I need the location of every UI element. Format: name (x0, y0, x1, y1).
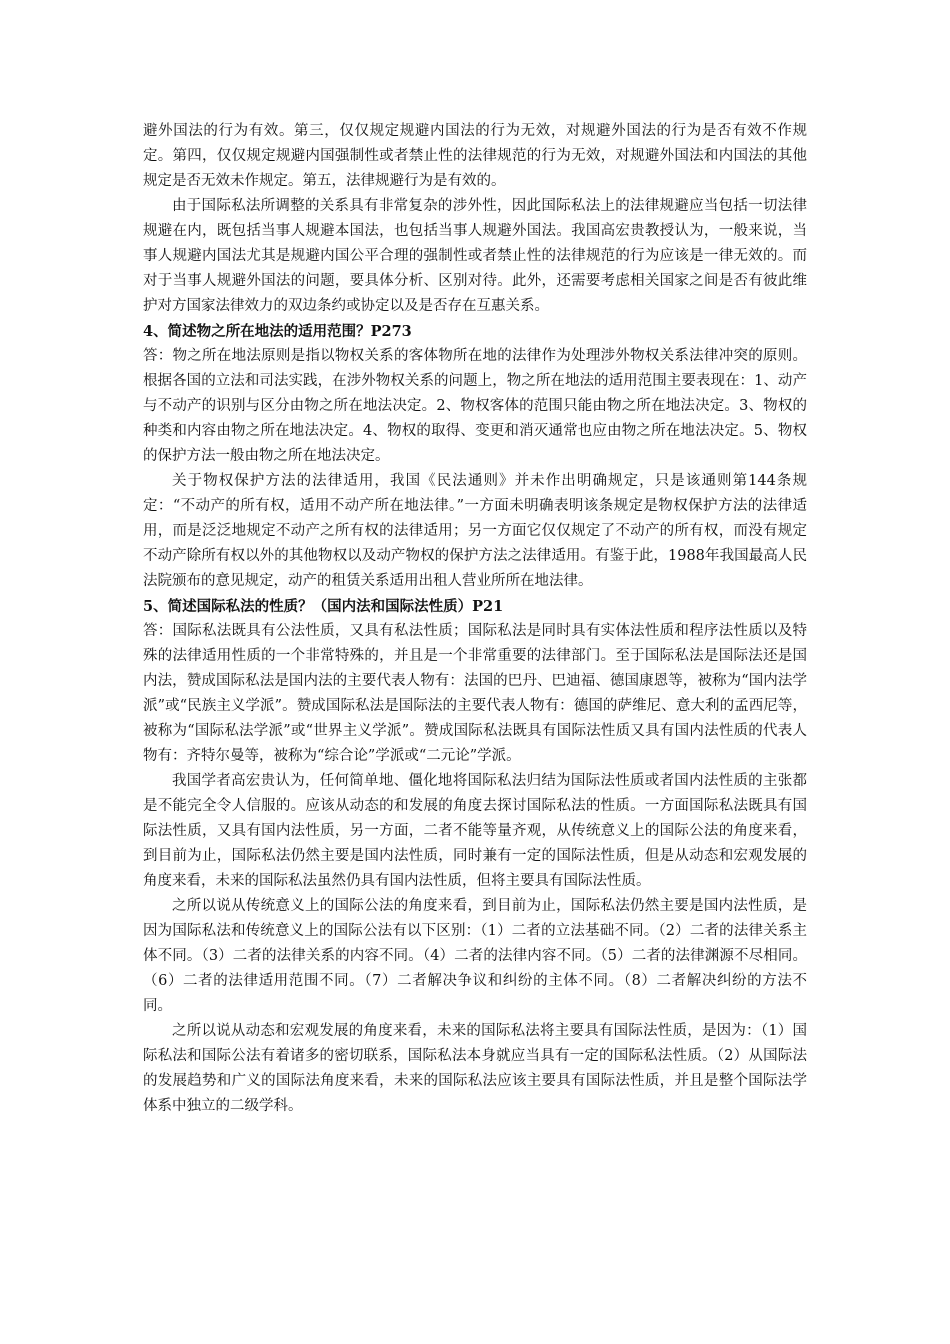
document-page (143, 119, 807, 1119)
answer-4-paragraph-1: 答：物之所在地法原则是指以物权关系的客体物所在地的法律作为处理涉外物权关系法律冲突的原则。根据各国的立法和司法实践，在涉外物权关系的问题上，物之所在地法的适用范围主要表现在：1、动产与不动产的识别与区分由物之所在地法决定。2、物权客体的范围只能由物之所在地法决定。3、物权的种类和内容由物之所在地法决定。4、物权的取得、变更和消灭通常也应由物之所在地法决定。5、物权的保护方法一般由物之所在地法决定。 (143, 348, 807, 464)
answer-5-paragraph-3: 之所以说从传统意义上的国际公法的角度来看，到目前为止，国际私法仍然主要是国内法性质，是因为国际私法和传统意义上的国际公法有以下区别：（1）二者的立法基础不同。（2）二者的法律关系主体不同。（3）二者的法律关系的内容不同。（4）二者的法律内容不同。（5）二者的法律渊源不尽相同。（6）二者的法律适用范围不同。（7）二者解决争议和纠纷的主体不同。（8）二者解决纠纷的方法不同。 (143, 898, 807, 1014)
paragraph-2: 由于国际私法所调整的关系具有非常复杂的涉外性，因此国际私法上的法律规避应当包括一切法律规避在内，既包括当事人规避本国法，也包括当事人规避外国法。我国高宏贵教授认为，一般来说，当事人规避内国法尤其是规避内国公平合理的强制性或者禁止性的法律规范的行为应该是一律无效的。而对于当事人规避外国法的问题，要具体分析、区别对待。此外，还需要考虑相关国家之间是否有彼此维护对方国家法律效力的双边条约或协定以及是否存在互惠关系。 (143, 198, 807, 314)
question-4-heading: 4、简述物之所在地法的适用范围？P273 (143, 323, 412, 340)
paragraph-1: 避外国法的行为有效。第三，仅仅规定规避内国法的行为无效，对规避外国法的行为是否有效不作规定。第四，仅仅规定规避内国强制性或者禁止性的法律规范的行为无效，对规避外国法和内国法的其他规定是否无效未作规定。第五，法律规避行为是有效的。 (143, 123, 807, 189)
answer-5-paragraph-1: 答：国际私法既具有公法性质，又具有私法性质；国际私法是同时具有实体法性质和程序法性质以及特殊的法律适用性质的一个非常特殊的，并且是一个非常重要的法律部门。至于国际私法是国际法还是国内法，赞成国际私法是国内法的主要代表人物有：法国的巴丹、巴迪福、德国康恩等，被称为“国内法学派”或“民族主义学派”。赞成国际私法是国际法的主要代表人物有：德国的萨维尼、意大利的孟西尼等，被称为“国际私法学派”或“世界主义学派”。赞成国际私法既具有国际法性质又具有国内法性质的代表人物有：齐特尔曼等，被称为“综合论”学派或“二元论”学派。 (143, 623, 807, 764)
answer-4-paragraph-2: 关于物权保护方法的法律适用，我国《民法通则》并未作出明确规定，只是该通则第144条规定：“不动产的所有权，适用不动产所在地法律。”一方面未明确表明该条规定是物权保护方法的法律适用，而是泛泛地规定不动产之所有权的法律适用；另一方面它仅仅规定了不动产的所有权，而没有规定不动产除所有权以外的其他物权以及动产物权的保护方法之法律适用。有鉴于此，1988年我国最高人民法院颁布的意见规定，动产的租赁关系适用出租人营业所所在地法律。 (143, 473, 807, 589)
question-5-heading: 5、简述国际私法的性质？（国内法和国际法性质）P21 (143, 598, 504, 615)
answer-5-paragraph-2: 我国学者高宏贵认为，任何简单地、僵化地将国际私法归结为国际法性质或者国内法性质的主张都是不能完全令人信服的。应该从动态的和发展的角度去探讨国际私法的性质。一方面国际私法既具有国际法性质，又具有国内法性质，另一方面，二者不能等量齐观，从传统意义上的国际公法的角度来看，到目前为止，国际私法仍然主要是国内法性质，同时兼有一定的国际法性质，但是从动态和宏观发展的角度来看，未来的国际私法虽然仍具有国内法性质，但将主要具有国际法性质。 (143, 773, 807, 889)
answer-5-paragraph-4: 之所以说从动态和宏观发展的角度来看，未来的国际私法将主要具有国际法性质，是因为：（1）国际私法和国际公法有着诸多的密切联系，国际私法本身就应当具有一定的国际私法性质。（2）从国际法的发展趋势和广义的国际法角度来看，未来的国际私法应该主要具有国际法性质，并且是整个国际法学体系中独立的二级学科。 (143, 1023, 807, 1114)
